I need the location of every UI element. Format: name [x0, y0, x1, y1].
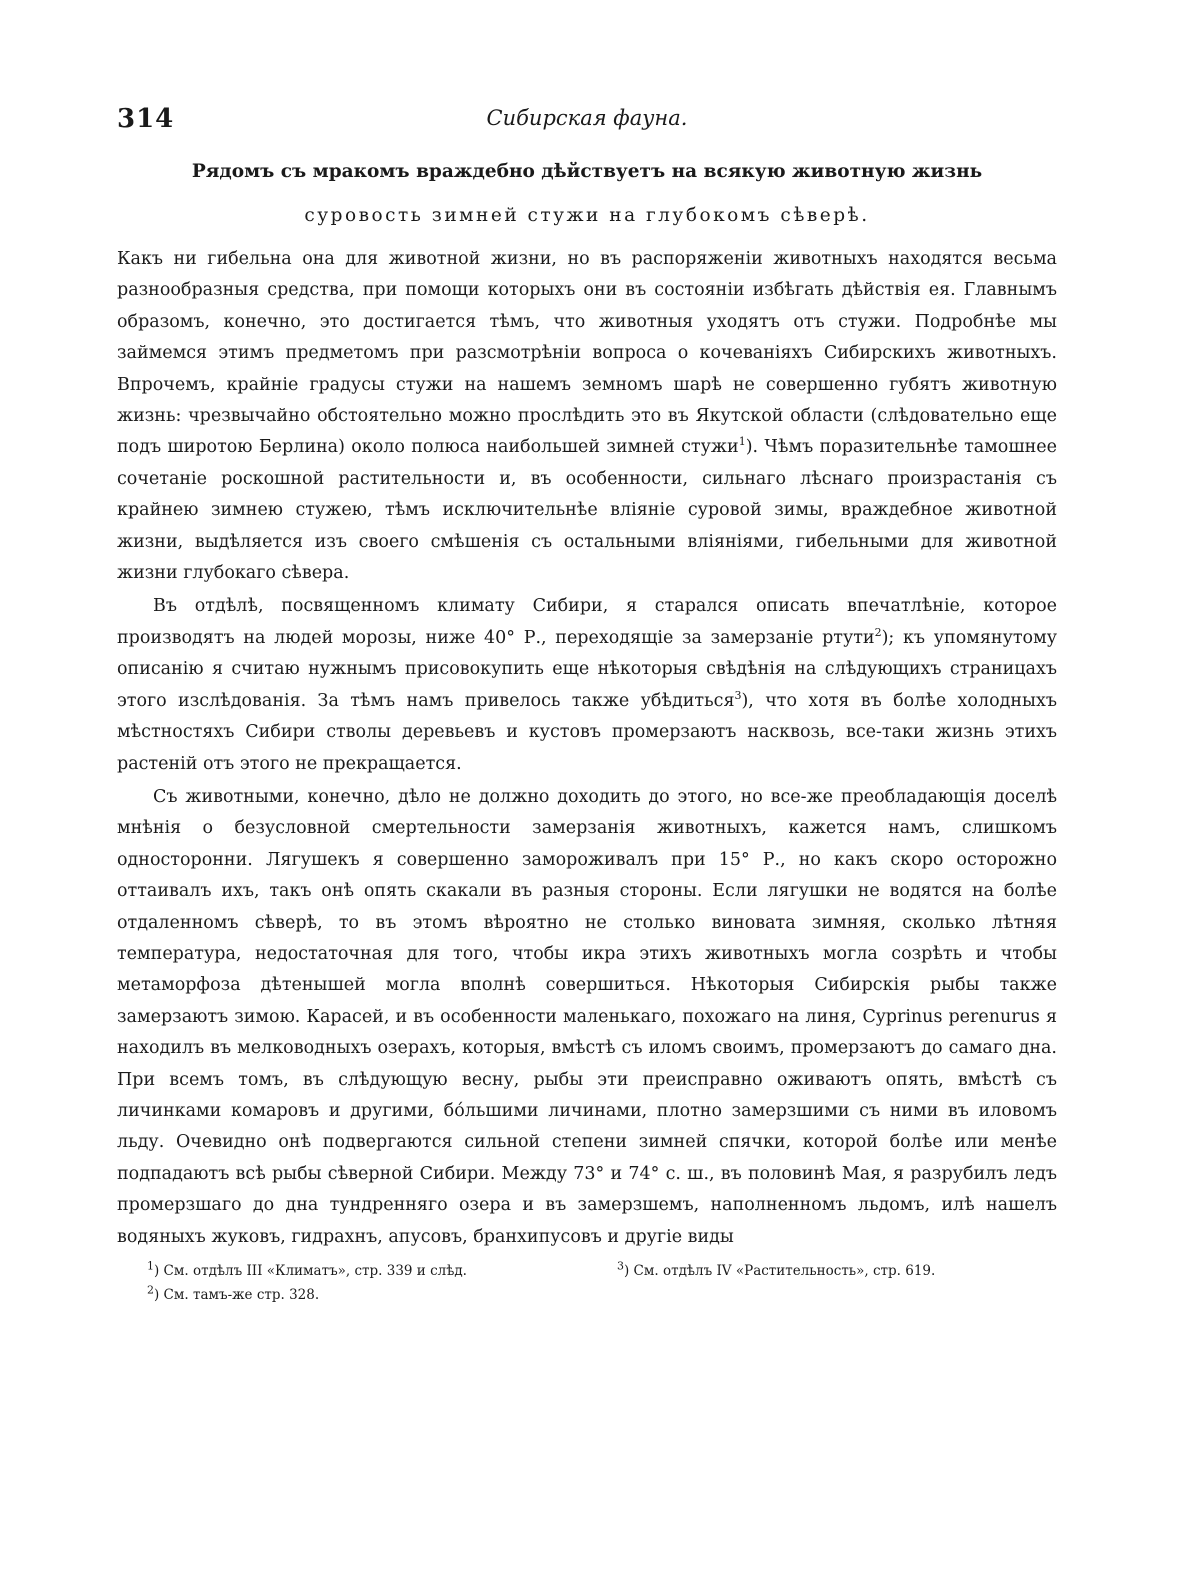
footnote-ref: 3 [734, 688, 742, 702]
page [117, 100, 1057, 1305]
page-number: 314 [117, 104, 175, 134]
footnote-marker: 3 [617, 1259, 624, 1273]
paragraph-text: ). Чѣмъ поразительнѣе тамошнее сочетаніе роскошной растительности и, въ особенности, сильнаго лѣснаго произрастанія съ крайнею зимнею стужею, тѣмъ исключительнѣе вліяніе суровой зимы, враждебное животной жизни, выдѣляется изъ своего смѣшенія съ остальными вліяніями, гибельными для животной жизни глубокаго сѣвера. [117, 437, 1057, 584]
footnote-marker: 1 [147, 1259, 154, 1273]
footnotes [117, 1261, 1057, 1305]
footnote-marker: 2 [147, 1283, 154, 1297]
footnote-2 [117, 1285, 587, 1305]
paragraph-text: Въ отдѣлѣ, посвященномъ климату Сибири, я старался описать впечатлѣніе, которое производятъ на людей морозы, ниже 40° Р., переходящіе за замерзаніе ртути [117, 596, 1057, 648]
section-heading-line-2: суровость зимней стужи на глубокомъ сѣверѣ. [304, 205, 870, 226]
paragraph-1 [117, 244, 1057, 589]
footnote-text: ) См. тамъ-же стр. 328. [154, 1287, 320, 1303]
section-heading-line-1: Рядомъ съ мракомъ враждебно дѣйствуетъ на всякую животную жизнь [191, 161, 983, 182]
footnote-text: ) См. отдѣлъ IV «Растительность», стр. 619. [624, 1263, 936, 1279]
paragraph-3 [117, 782, 1057, 1253]
paragraph-text: Съ животными, конечно, дѣло не должно доходить до этого, но все-же преобладающія доселѣ мнѣнія о безусловной смертельности замерзанія животныхъ, кажется намъ, слишкомъ односторонни. Лягушекъ я совершенно замороживалъ при 15° Р., но какъ скоро осторожно оттаивалъ ихъ, такъ онѣ опять скакали въ разныя стороны. Если лягушки не водятся на болѣе отдаленномъ сѣверѣ, то въ этомъ вѣроятно не столько виновата зимняя, сколько лѣтняя температура, недостаточная для того, чтобы икра этихъ животныхъ могла созрѣть и чтобы метаморфоза дѣтенышей могла вполнѣ совершиться. Нѣкоторыя Сибирскія рыбы также замерзаютъ зимою. Карасей, и въ особенности маленькаго, похожаго на линя, Cyprinus perenurus я находилъ въ мелководныхъ озерахъ, которыя, вмѣстѣ съ иломъ своимъ, промерзаютъ до самаго дна. При всемъ томъ, въ слѣдующую весну, рыбы эти преисправно оживаютъ опять, вмѣстѣ съ личинками комаровъ и другими, бóльшими личинами, плотно замерзшими съ ними въ иловомъ льду. Очевидно онѣ подвергаются сильной степени зимней спячки, которой болѣе или менѣе подпадаютъ всѣ рыбы сѣверной Сибири. Между 73° и 74° с. ш., въ половинѣ Мая, я разрубилъ ледъ промерзшаго до дна тундренняго озера и въ замерзшемъ, наполненномъ льдомъ, илѣ нашелъ водяныхъ жуковъ, гидрахнъ, апусовъ, бранхипусовъ и другіе виды [117, 786, 1057, 1247]
footnote-1 [117, 1261, 587, 1281]
footnote-text: ) См. отдѣлъ III «Климатъ», стр. 339 и слѣд. [154, 1263, 467, 1279]
running-title: Сибирская фауна. [486, 106, 688, 130]
footnote-ref: 2 [874, 626, 882, 640]
running-head [117, 100, 1057, 146]
paragraph-text: ), что хотя въ болѣе холодныхъ мѣстностяхъ Сибири стволы деревьевъ и кустовъ промерзаютъ насквозь, все-таки жизнь этихъ растеній отъ этого не прекращается. [117, 690, 1057, 774]
body-text [117, 244, 1057, 1253]
paragraph-text: ); къ упомянутому описанію я считаю нужнымъ присовокупить еще нѣкоторыя свѣдѣнія на слѣдующихъ страницахъ этого изслѣдованія. За тѣмъ намъ привелось также убѣдиться [117, 627, 1057, 711]
footnote-3 [587, 1261, 1057, 1281]
footnote-ref: 1 [738, 435, 746, 449]
paragraph-2 [117, 591, 1057, 779]
paragraph-text: Какъ ни гибельна она для животной жизни, но въ распоряженіи животныхъ находятся весьма разнообразныя средства, при помощи которыхъ они въ состояніи избѣгать дѣйствія ея. Главнымъ образомъ, конечно, это достигается тѣмъ, что животныя уходятъ отъ стужи. Подробнѣе мы займемся этимъ предметомъ при разсмотрѣніи вопроса о кочеваніяхъ Сибирскихъ животныхъ. Впрочемъ, крайніе градусы стужи на нашемъ земномъ шарѣ не совершенно губятъ животную жизнь: чрезвычайно обстоятельно можно прослѣдить это въ Якутской области (слѣдовательно еще подъ широтою Берлина) около полюса наибольшей зимней стужи [117, 249, 1057, 458]
